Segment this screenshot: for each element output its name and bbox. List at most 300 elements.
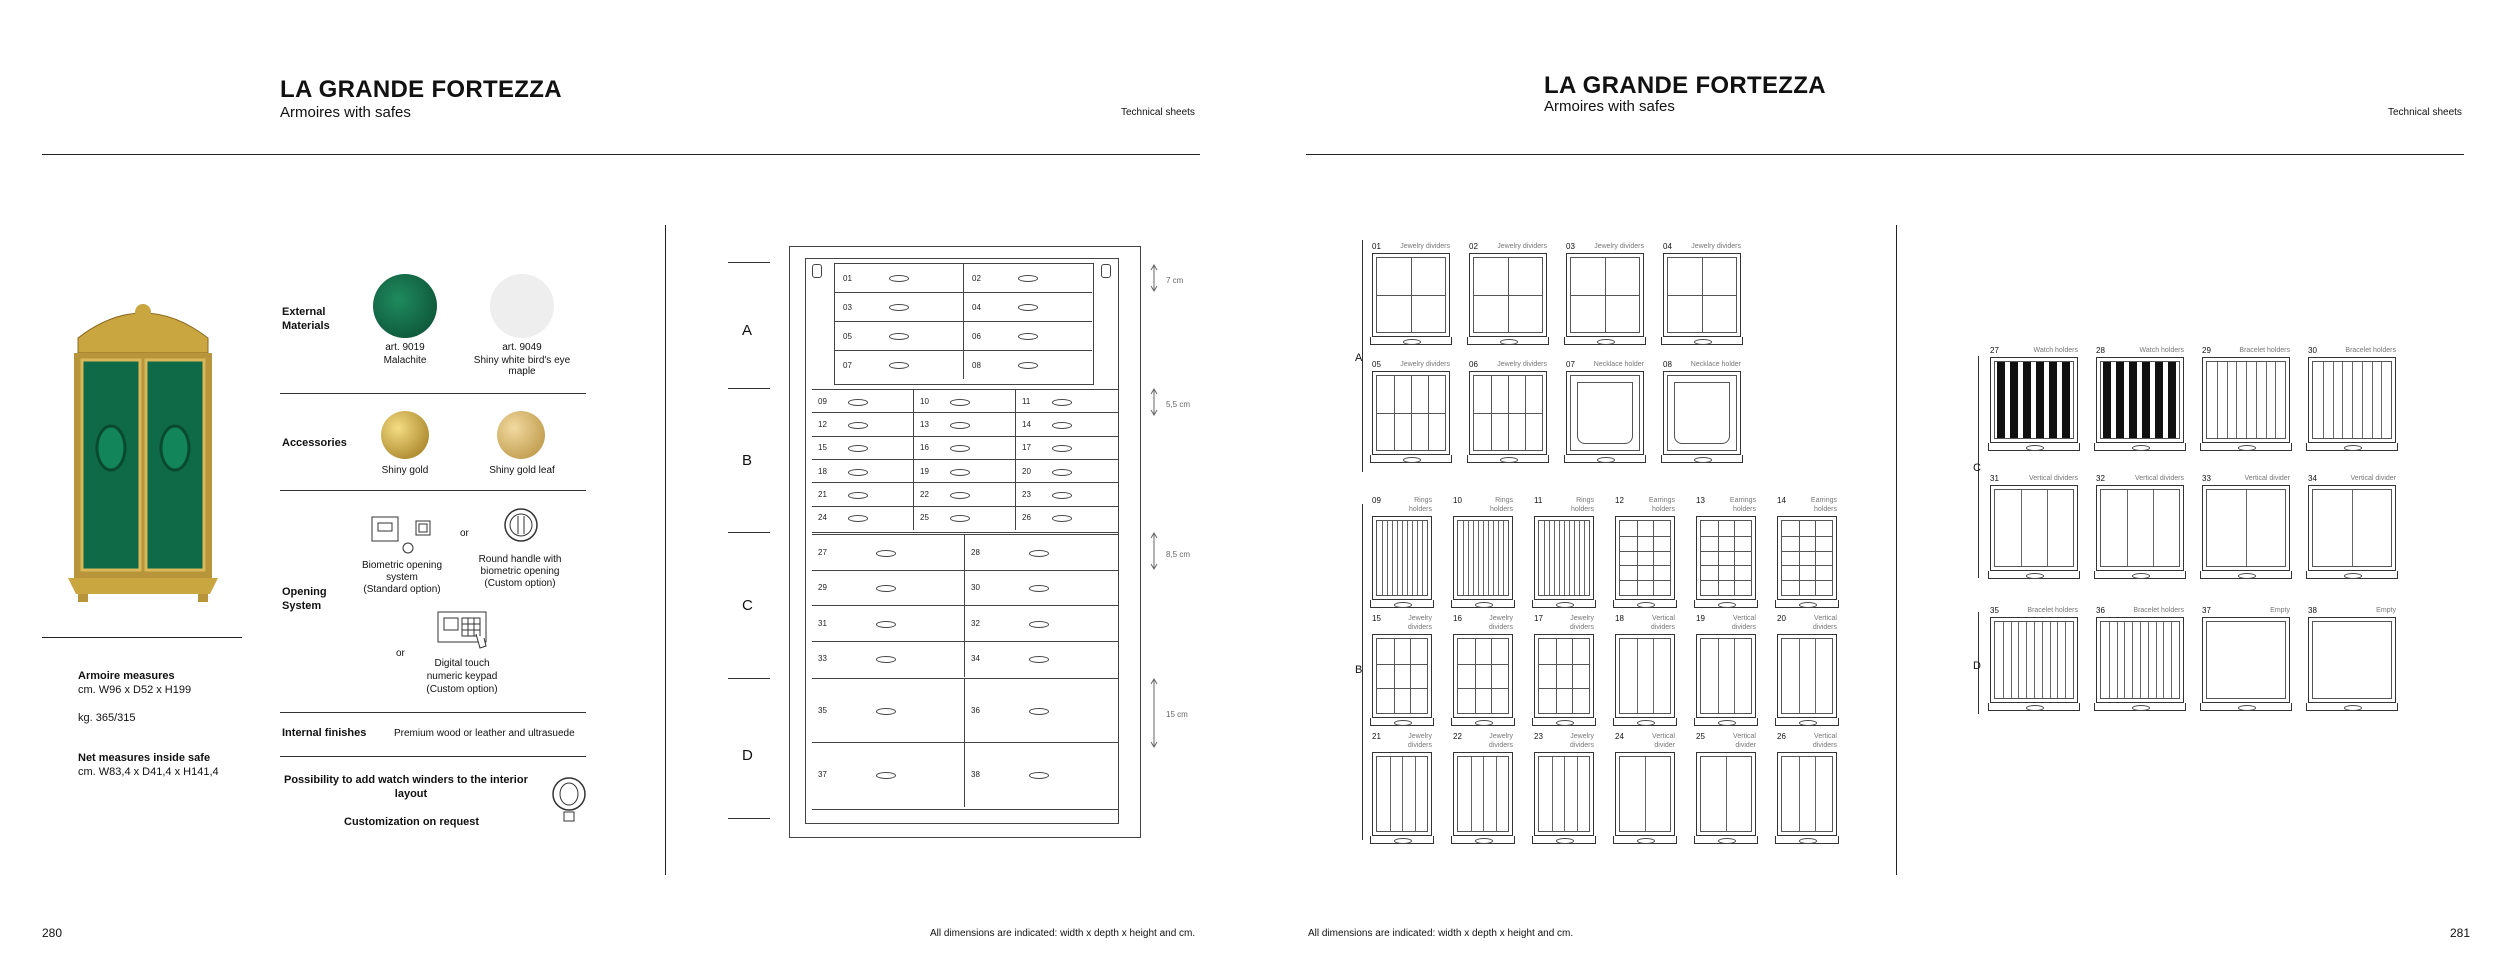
tray[interactable] — [1663, 360, 1741, 474]
drawer-handle-icon — [950, 469, 970, 476]
divider — [1539, 688, 1589, 689]
drawer[interactable] — [812, 483, 914, 506]
drawer-number: 09 — [818, 396, 827, 406]
tray-box — [1372, 634, 1432, 718]
tray[interactable] — [1615, 732, 1675, 846]
gold-leaf-swatch — [497, 411, 545, 459]
watch-slot — [1997, 362, 2005, 438]
tray[interactable] — [1534, 732, 1594, 846]
drawer-handle-icon — [1052, 445, 1072, 452]
material-2-name: Shiny white bird's eye maple — [473, 355, 571, 377]
tray-inner — [2100, 489, 2180, 567]
tray[interactable] — [1990, 474, 2078, 590]
drawer-handle-icon — [848, 422, 868, 429]
tray-handle-icon — [2344, 445, 2362, 451]
tray[interactable] — [1453, 496, 1513, 610]
tray-number: 36 — [2096, 606, 2105, 615]
divider — [1407, 521, 1408, 595]
drawer-handle-icon — [1029, 585, 1049, 592]
drawer[interactable] — [835, 322, 964, 351]
drawer-number: 37 — [818, 770, 827, 779]
tray-number: 19 — [1696, 614, 1705, 623]
external-label-2: Materials — [282, 320, 330, 332]
tray-number: 31 — [1990, 474, 1999, 483]
tray-label: Bracelet holders — [2345, 347, 2396, 354]
drawer-number: 31 — [818, 618, 827, 628]
left-page-subtitle: Armoires with safes — [280, 104, 411, 121]
tray-label: Vertical dividers — [1650, 615, 1675, 631]
divider — [1815, 639, 1816, 713]
tray[interactable] — [2202, 606, 2290, 722]
tray[interactable] — [1453, 732, 1513, 846]
tray-number: 15 — [1372, 614, 1381, 623]
section-tick — [728, 818, 770, 819]
tray[interactable] — [2308, 606, 2396, 722]
tray-handle-icon — [1637, 720, 1655, 726]
tray[interactable] — [1777, 496, 1837, 610]
tray-inner — [1376, 520, 1428, 596]
tray-number: 06 — [1469, 360, 1478, 369]
divider — [2050, 622, 2051, 698]
tray-label: Vertical divider — [2350, 475, 2396, 482]
divider — [1584, 521, 1585, 595]
tray[interactable] — [1372, 614, 1432, 728]
drawer-number: 03 — [843, 303, 852, 312]
biometric-icon — [370, 515, 438, 555]
measures-label: Armoire measures — [78, 670, 175, 682]
tray[interactable] — [2096, 606, 2184, 722]
right-page-number: 281 — [2450, 926, 2471, 940]
tray[interactable] — [1372, 242, 1450, 356]
drawer[interactable] — [965, 606, 1118, 642]
tray-handle-icon — [1403, 339, 1421, 345]
divider — [1392, 521, 1393, 595]
drawer[interactable] — [812, 743, 965, 807]
drawer-handle-icon — [889, 275, 909, 282]
tray-number: 01 — [1372, 242, 1381, 251]
divider — [1382, 521, 1383, 595]
tray-label: Earrings holders — [1648, 497, 1675, 513]
drawer[interactable] — [1016, 460, 1118, 483]
divider — [2352, 490, 2353, 566]
drawer[interactable] — [812, 507, 914, 530]
divider — [1799, 521, 1800, 595]
drawer[interactable] — [965, 571, 1118, 607]
tray[interactable] — [2096, 346, 2184, 462]
tray-box — [1453, 516, 1513, 600]
drawer[interactable] — [964, 351, 1092, 379]
internal-label: Internal finishes — [282, 727, 367, 739]
drawer-number: 23 — [1022, 489, 1031, 499]
drawer-handle-icon — [950, 492, 970, 499]
tray[interactable] — [1566, 360, 1644, 474]
tray-box — [1777, 634, 1837, 718]
tray-box — [1469, 371, 1547, 455]
armoire-image — [58, 298, 228, 602]
divider — [1734, 639, 1735, 713]
divider — [1377, 413, 1445, 414]
divider — [1498, 521, 1499, 595]
tray-box — [1566, 371, 1644, 455]
tray[interactable] — [1696, 732, 1756, 846]
tray[interactable] — [2096, 474, 2184, 590]
tray-handle-icon — [1637, 838, 1655, 844]
tray-number: 04 — [1663, 242, 1672, 251]
tray[interactable] — [1777, 614, 1837, 728]
tray-number: 12 — [1615, 496, 1624, 505]
drawer-handle-icon — [848, 469, 868, 476]
tray-box — [1990, 617, 2078, 703]
tray-number: 23 — [1534, 732, 1543, 741]
drawer[interactable] — [965, 535, 1118, 571]
tray-box — [1990, 357, 2078, 443]
drawer[interactable] — [812, 535, 965, 571]
tray-number: 37 — [2202, 606, 2211, 615]
tray-label: Jewelry dividers — [1594, 243, 1644, 250]
divider — [2117, 622, 2118, 698]
drawer[interactable] — [914, 507, 1016, 530]
drawer-handle-icon — [950, 399, 970, 406]
tray-handle-icon — [2132, 573, 2150, 579]
external-label-1: External — [282, 306, 326, 318]
tray-inner — [2312, 621, 2392, 699]
divider — [2042, 622, 2043, 698]
tray-handle-icon — [2026, 705, 2044, 711]
divider — [2156, 622, 2157, 698]
drawer-number: 19 — [920, 466, 929, 476]
drawer[interactable] — [812, 437, 914, 460]
divider — [1387, 521, 1388, 595]
tray-box — [1777, 752, 1837, 836]
divider — [1488, 521, 1489, 595]
tray-inner — [1473, 257, 1543, 333]
divider — [1799, 757, 1800, 831]
divider — [1718, 639, 1719, 713]
drawer[interactable] — [812, 390, 914, 413]
opening-label-2: System — [282, 600, 322, 612]
tray-number: 26 — [1777, 732, 1786, 741]
divider — [1468, 521, 1469, 595]
tray-box — [1453, 634, 1513, 718]
divider — [1571, 295, 1639, 296]
tray[interactable] — [1615, 496, 1675, 610]
divider — [2109, 622, 2110, 698]
tray-label: Vertical divider — [2244, 475, 2290, 482]
tray-handle-icon — [1799, 602, 1817, 608]
drawer-number: 02 — [972, 274, 981, 283]
drawer[interactable] — [964, 264, 1092, 293]
tray-label: Necklace holder — [1593, 361, 1644, 368]
tray-label: Vertical divider — [1652, 733, 1675, 749]
tray-label: Vertical dividers — [2134, 475, 2184, 482]
drawer[interactable] — [812, 413, 914, 436]
tray-handle-icon — [1475, 602, 1493, 608]
divider — [2163, 622, 2164, 698]
divider — [1653, 521, 1654, 595]
tray[interactable] — [1372, 732, 1432, 846]
divider — [1815, 757, 1816, 831]
tray-handle-icon — [2132, 705, 2150, 711]
drawer[interactable] — [1016, 413, 1118, 436]
tray[interactable] — [1469, 242, 1547, 356]
drawer-number: 07 — [843, 361, 852, 370]
tray-label: Jewelry dividers — [1497, 243, 1547, 250]
tray-number: 25 — [1696, 732, 1705, 741]
tray[interactable] — [1990, 346, 2078, 462]
drawer-handle-icon — [876, 772, 896, 779]
tray-inner — [1667, 375, 1737, 451]
tray-handle-icon — [1500, 457, 1518, 463]
tray-box — [1615, 516, 1675, 600]
divider — [2018, 622, 2019, 698]
tray-handle-icon — [1556, 720, 1574, 726]
tray[interactable] — [1696, 496, 1756, 610]
drawer-handle-icon — [876, 550, 896, 557]
drawer[interactable] — [1016, 483, 1118, 506]
tray-inner — [1376, 638, 1428, 714]
drawer[interactable] — [965, 679, 1118, 743]
tray[interactable] — [1372, 360, 1450, 474]
tray-number: 24 — [1615, 732, 1624, 741]
drawer[interactable] — [914, 390, 1016, 413]
divider — [1474, 295, 1542, 296]
tray[interactable] — [1990, 606, 2078, 722]
tray[interactable] — [1615, 614, 1675, 728]
tray-label: Vertical dividers — [1731, 615, 1756, 631]
drawer[interactable] — [812, 679, 965, 743]
material-2-code: art. 9049 — [502, 342, 542, 353]
drawer-number: 38 — [971, 770, 980, 779]
opening-3-line1: Digital touch — [434, 658, 490, 669]
drawer-number: 21 — [818, 489, 827, 499]
drawer[interactable] — [1016, 507, 1118, 530]
divider — [2266, 362, 2267, 438]
divider — [1579, 521, 1580, 595]
tray-box — [1372, 371, 1450, 455]
tray[interactable] — [1469, 360, 1547, 474]
divider — [1564, 757, 1565, 831]
tray[interactable] — [1566, 242, 1644, 356]
drawer-number: 17 — [1022, 443, 1031, 453]
section-tick — [728, 532, 770, 533]
drawer-handle-icon — [1018, 362, 1038, 369]
watch-line2: layout — [394, 788, 428, 800]
divider — [1397, 521, 1398, 595]
drawer-handle-icon — [1052, 422, 1072, 429]
divider — [1564, 521, 1565, 595]
tray-handle-icon — [1637, 602, 1655, 608]
tray-number: 34 — [2308, 474, 2317, 483]
drawer-number: 26 — [1022, 513, 1031, 523]
tray-label: Jewelry dividers — [1497, 361, 1547, 368]
drawer[interactable] — [835, 351, 964, 379]
internal-value: Premium wood or leather and ultrasuede — [394, 728, 575, 739]
tray-handle-icon — [2026, 445, 2044, 451]
tray[interactable] — [1372, 496, 1432, 610]
divider — [1463, 521, 1464, 595]
divider — [1491, 639, 1492, 713]
right-column-divider — [1896, 225, 1897, 875]
drawer[interactable] — [914, 413, 1016, 436]
divider — [1620, 536, 1670, 537]
divider — [1637, 521, 1638, 595]
tray-inner — [1700, 638, 1752, 714]
drawer[interactable] — [964, 322, 1092, 351]
tray-inner — [1457, 520, 1509, 596]
tray-number: 20 — [1777, 614, 1786, 623]
divider — [1734, 521, 1735, 595]
tray[interactable] — [1534, 496, 1594, 610]
drawer[interactable] — [965, 743, 1118, 807]
tray-number: 02 — [1469, 242, 1478, 251]
drawer[interactable] — [965, 642, 1118, 678]
group-label-d: D — [1973, 660, 1981, 672]
tray[interactable] — [1777, 732, 1837, 846]
drawer[interactable] — [1016, 437, 1118, 460]
drawer[interactable] — [835, 264, 964, 293]
opening-1-line3: (Standard option) — [363, 584, 441, 595]
drawer-number: 08 — [972, 361, 981, 370]
tray-inner — [1376, 257, 1446, 333]
tray-handle-icon — [1694, 339, 1712, 345]
tray-inner — [1700, 756, 1752, 832]
hinge — [812, 264, 822, 278]
divider — [2323, 362, 2324, 438]
drawer[interactable] — [1016, 390, 1118, 413]
divider — [1483, 757, 1484, 831]
external-rule — [280, 393, 586, 394]
tray-number: 09 — [1372, 496, 1381, 505]
divider — [2003, 622, 2004, 698]
drawer-handle-icon — [950, 445, 970, 452]
divider — [1377, 664, 1427, 665]
drawer-number: 01 — [843, 274, 852, 283]
tray-box — [1990, 485, 2078, 571]
weight-value: kg. 365/315 — [78, 712, 136, 724]
tray-handle-icon — [2132, 445, 2150, 451]
tray-number: 33 — [2202, 474, 2211, 483]
tray-label: Watch holders — [2033, 347, 2078, 354]
tray-label: Vertical dividers — [1812, 733, 1837, 749]
material-1-name: Malachite — [383, 355, 427, 366]
tray-inner — [1538, 638, 1590, 714]
dim-d: 15 cm — [1166, 710, 1188, 719]
drawer[interactable] — [835, 293, 964, 322]
divider — [1668, 295, 1736, 296]
divider — [1402, 757, 1403, 831]
drawer[interactable] — [964, 293, 1092, 322]
tray-box — [1469, 253, 1547, 337]
divider — [1653, 639, 1654, 713]
divider — [1701, 551, 1751, 552]
tray-label: Bracelet holders — [2239, 347, 2290, 354]
drawer[interactable] — [812, 460, 914, 483]
tray[interactable] — [2308, 474, 2396, 590]
white-maple-swatch — [490, 274, 554, 338]
drawer[interactable] — [812, 606, 965, 642]
watch-slot — [2129, 362, 2137, 438]
divider — [1572, 639, 1573, 713]
tray[interactable] — [1696, 614, 1756, 728]
tray-number: 08 — [1663, 360, 1672, 369]
drawer-handle-icon — [889, 304, 909, 311]
tray-box — [1534, 516, 1594, 600]
drawer[interactable] — [914, 460, 1016, 483]
watch-slot — [2103, 362, 2111, 438]
tray-handle-icon — [1394, 602, 1412, 608]
tray-inner — [1781, 756, 1833, 832]
divider — [1782, 565, 1832, 566]
tray-handle-icon — [1718, 602, 1736, 608]
tray[interactable] — [2202, 474, 2290, 590]
tray[interactable] — [2202, 346, 2290, 462]
tray-box — [1534, 634, 1594, 718]
material-1-code: art. 9019 — [385, 342, 425, 353]
divider — [1782, 536, 1832, 537]
divider — [2153, 490, 2154, 566]
tray-box — [1615, 634, 1675, 718]
divider — [1726, 757, 1727, 831]
drawer-number: 33 — [818, 654, 827, 664]
divider — [1503, 521, 1504, 595]
divider — [1701, 580, 1751, 581]
tray-handle-icon — [1597, 457, 1615, 463]
tray[interactable] — [1453, 614, 1513, 728]
malachite-swatch — [373, 274, 437, 338]
divider — [1458, 664, 1508, 665]
drawer[interactable] — [914, 483, 1016, 506]
tray-inner — [1667, 257, 1737, 333]
tray-box — [1696, 516, 1756, 600]
drawer-handle-icon — [1029, 708, 1049, 715]
tray[interactable] — [1663, 242, 1741, 356]
tray-box — [1453, 752, 1513, 836]
tray-inner — [1994, 621, 2074, 699]
divider — [1473, 521, 1474, 595]
tray[interactable] — [2308, 346, 2396, 462]
watch-slot — [2168, 362, 2176, 438]
keypad-icon — [436, 610, 492, 652]
drawer[interactable] — [812, 642, 965, 678]
divider — [1574, 521, 1575, 595]
drawer-number: 13 — [920, 419, 929, 429]
tray-inner — [1473, 375, 1543, 451]
drawer-handle-icon — [1052, 492, 1072, 499]
divider — [2275, 362, 2276, 438]
divider — [1549, 521, 1550, 595]
drawer-number: 20 — [1022, 466, 1031, 476]
divider — [2124, 622, 2125, 698]
divider — [2217, 362, 2218, 438]
drawer[interactable] — [914, 437, 1016, 460]
drawer-handle-icon — [1052, 515, 1072, 522]
dim-c: 8,5 cm — [1166, 550, 1191, 559]
divider — [1782, 551, 1832, 552]
right-page-subtitle: Armoires with safes — [1544, 98, 1675, 115]
accessories-label: Accessories — [282, 437, 347, 449]
tray-handle-icon — [1718, 720, 1736, 726]
tray-number: 32 — [2096, 474, 2105, 483]
tray[interactable] — [1534, 614, 1594, 728]
tray-inner — [1700, 520, 1752, 596]
tray-handle-icon — [1500, 339, 1518, 345]
divider — [2362, 362, 2363, 438]
divider — [2352, 362, 2353, 438]
tray-label: Rings holders — [1409, 497, 1432, 513]
tray-label: Vertical divider — [1733, 733, 1756, 749]
drawer[interactable] — [812, 571, 965, 607]
tray-label: Jewelry dividers — [1691, 243, 1741, 250]
